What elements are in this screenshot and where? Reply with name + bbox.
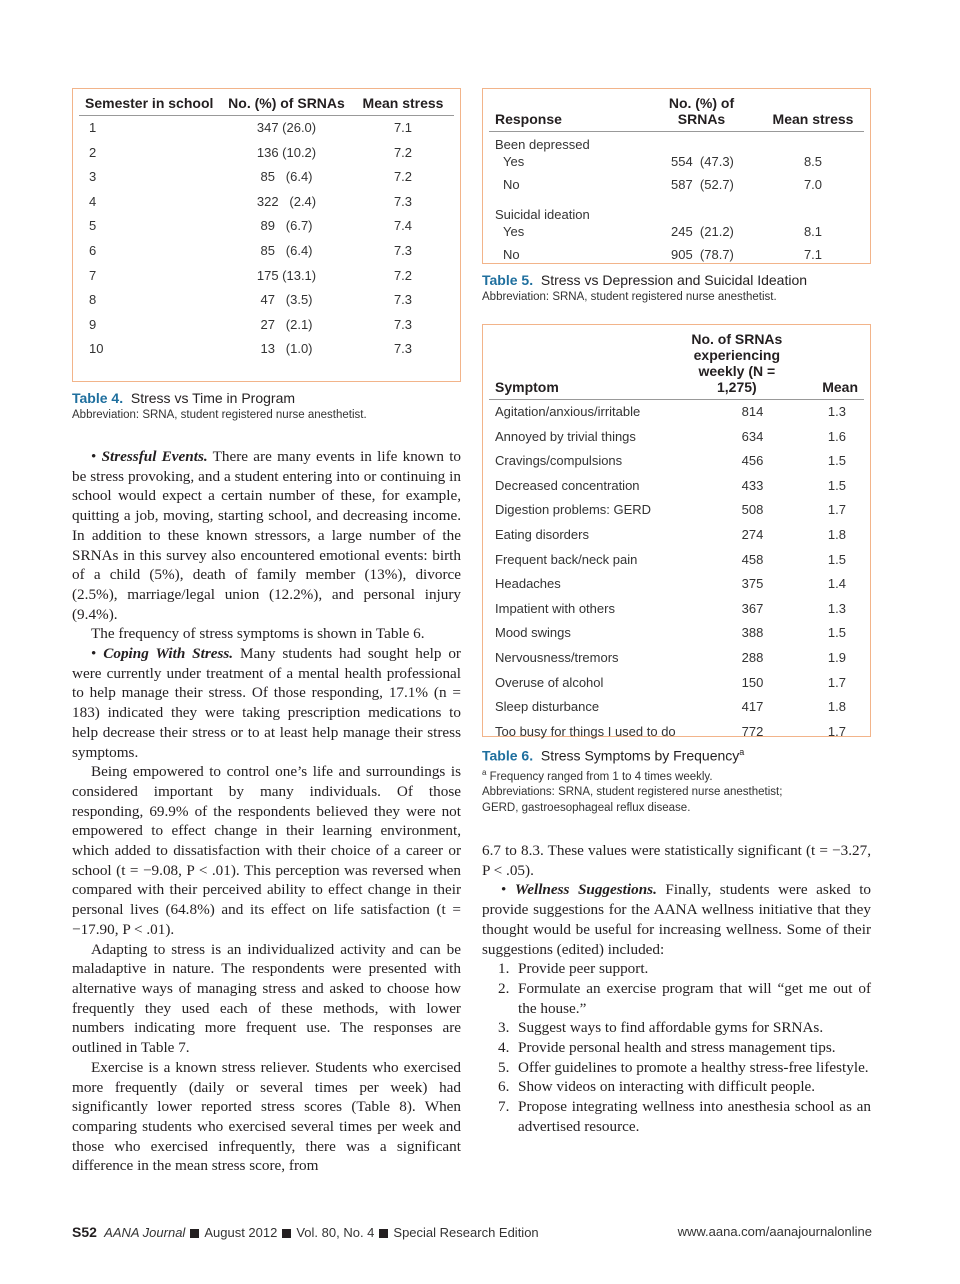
table-row xyxy=(79,141,454,166)
list-item xyxy=(482,959,871,979)
table-6-title: Stress Symptoms by Frequency xyxy=(540,747,740,764)
mean-stress-cell: 7.2 xyxy=(393,267,413,283)
table-5-caption xyxy=(482,271,882,305)
mean-stress-cell: 7.3 xyxy=(393,193,413,209)
suggestions-list xyxy=(482,959,871,1136)
symptom-cell: Impatient with others xyxy=(495,600,615,616)
table-5-header-mean: Mean stress xyxy=(772,111,854,127)
table-5-abbreviation: Abbreviation: SRNA, student registered nurse anesthetist. xyxy=(482,291,777,303)
table-6 xyxy=(482,324,871,737)
group-label-cell: Suicidal ideation xyxy=(495,207,590,222)
count-cell: 85 (6.4) xyxy=(260,242,313,258)
list-item-text: Formulate an exercise program that will “get me out of the house.” xyxy=(518,979,871,1017)
count-cell: 150 xyxy=(741,674,764,690)
table-row xyxy=(79,337,454,362)
table-row xyxy=(489,523,864,548)
symptom-cell: Decreased concentration xyxy=(495,477,640,493)
table-row xyxy=(79,313,454,338)
semester-cell: 2 xyxy=(89,144,97,160)
count-cell: 288 xyxy=(741,649,764,665)
table-row xyxy=(79,239,454,264)
list-item xyxy=(482,979,871,1018)
semester-cell: 7 xyxy=(89,267,97,283)
count-cell: 375 xyxy=(741,576,764,592)
mean-cell: 1.6 xyxy=(827,428,846,444)
mean-stress-cell: 7.2 xyxy=(393,169,413,185)
table-5 xyxy=(482,88,871,264)
list-item-number: 6. xyxy=(498,1078,510,1096)
table-6-header-count: No. of SRNAs experiencing weekly (N = 1,275) xyxy=(691,331,783,395)
count-cell: 27 (2.1) xyxy=(260,316,313,332)
count-cell: 433 xyxy=(741,477,764,493)
mean-stress-cell: 7.2 xyxy=(393,144,413,160)
list-item-number: 5. xyxy=(498,1058,510,1076)
wellness-body: Finally, students were asked to provide suggestions for the AANA wellness initiative that they thought would be useful for increasing wellness. Some of their suggestions (edited) included: xyxy=(482,881,872,958)
count-cell: 634 xyxy=(741,428,764,444)
semester-cell: 10 xyxy=(89,341,104,357)
list-item xyxy=(482,1058,871,1078)
count-cell: 458 xyxy=(741,551,764,567)
table-4-caption xyxy=(72,389,472,423)
table-row xyxy=(489,224,864,240)
stressful-events-body: There are many events in life known to be stress provoking, and a student entering into or continuing in school would expect a certain number of these, for example, quitting a job, moving, starting school, and decreasing income. In addition to these known stressors, a large number of the SRNAs in this survey also encountered emotional events: birth of a child (5%), death of family member (13%), divorce (2.5%), marriage/legal union (12.2%), and personal injury (9.4%). xyxy=(72,448,462,623)
mean-stress-cell: 8.1 xyxy=(803,224,823,239)
list-item xyxy=(482,1038,871,1058)
symptom-cell: Digestion problems: GERD xyxy=(495,502,652,518)
mean-cell: 1.5 xyxy=(827,625,846,641)
right-column-text xyxy=(482,841,871,1137)
table-group-row xyxy=(489,200,864,224)
paragraph-stressful-events xyxy=(72,447,461,624)
bullet: • xyxy=(91,645,97,663)
bullet: • xyxy=(501,881,507,899)
table-row xyxy=(489,695,864,720)
list-item-number: 3. xyxy=(498,1019,510,1037)
mean-cell: 1.3 xyxy=(827,404,846,419)
paragraph-empowerment: Being empowered to control one’s life and surroundings is considered important by many individuals. Of those responding, 69.9% of the respondents believed they were not empowered to effect change in their learning environment, which added to dissatisfaction with their choice of a career or school (t = −9.08, P < .01). This perception was reversed when compared with their perceived ability to effect change in their personal lives (64.8%) and its effect on life satisfaction (t = −17.90, P < .01). xyxy=(72,763,461,938)
list-item-number: 2. xyxy=(498,979,510,997)
mean-cell: 1.5 xyxy=(827,551,846,567)
table-row xyxy=(79,190,454,215)
mean-stress-cell: 7.3 xyxy=(393,341,413,357)
count-cell: 587 (52.7) xyxy=(671,177,734,192)
count-cell: 13 (1.0) xyxy=(260,341,313,357)
table-5-header-count: No. (%) of SRNAs xyxy=(668,95,735,127)
table-row xyxy=(489,240,864,270)
list-item-text: Provide personal health and stress management tips. xyxy=(518,1039,836,1057)
mean-stress-cell: 7.4 xyxy=(393,218,413,234)
paragraph-coping xyxy=(72,644,461,762)
count-cell: 417 xyxy=(741,699,764,715)
mean-cell: 1.5 xyxy=(827,477,846,493)
journal-name: AANA Journal xyxy=(104,1225,186,1240)
table-row xyxy=(79,214,454,239)
symptom-cell: Annoyed by trivial things xyxy=(495,428,636,444)
table-4-body xyxy=(79,116,454,362)
page-footer xyxy=(72,1224,872,1240)
bullet: • xyxy=(91,448,97,465)
paragraph-wellness xyxy=(482,880,871,959)
table-5-body xyxy=(489,132,864,271)
count-cell: 508 xyxy=(741,502,764,518)
symptom-cell: Nervousness/tremors xyxy=(495,649,619,665)
table-row xyxy=(79,116,454,141)
issue-volume: Vol. 80, No. 4 xyxy=(296,1225,375,1240)
table-row xyxy=(489,720,864,745)
count-cell: 274 xyxy=(741,526,764,542)
mean-cell: 1.3 xyxy=(827,600,846,616)
count-cell: 245 (21.2) xyxy=(671,224,734,239)
count-cell: 85 (6.4) xyxy=(260,169,313,185)
list-item-text: Offer guidelines to promote a healthy stress-free lifestyle. xyxy=(518,1058,869,1076)
mean-stress-cell: 7.0 xyxy=(803,177,823,192)
symptom-cell: Eating disorders xyxy=(495,526,589,542)
mean-cell: 1.7 xyxy=(827,723,846,739)
issue-edition: Special Research Edition xyxy=(393,1225,539,1240)
heading-coping-with-stress: Coping With Stress. xyxy=(103,645,234,663)
semester-cell: 1 xyxy=(89,120,97,135)
table-row xyxy=(79,264,454,289)
count-cell: 89 (6.7) xyxy=(260,218,313,234)
list-item xyxy=(482,1018,871,1038)
semester-cell: 8 xyxy=(89,292,97,308)
count-cell: 772 xyxy=(741,723,764,739)
left-column-text xyxy=(72,447,461,1176)
table-5-title: Stress vs Depression and Suicidal Ideation xyxy=(540,272,808,288)
symptom-cell: Overuse of alcohol xyxy=(495,674,604,690)
table-5-label: Table 5. xyxy=(482,272,534,288)
list-item-number: 4. xyxy=(498,1039,510,1057)
table-4-header-count: No. (%) of SRNAs xyxy=(228,95,345,111)
count-cell: 322 (2.4) xyxy=(256,193,317,209)
heading-wellness-suggestions: Wellness Suggestions. xyxy=(514,881,657,899)
count-cell: 136 (10.2) xyxy=(256,144,317,160)
mean-stress-cell: 7.1 xyxy=(393,120,413,135)
symptom-cell: Agitation/anxious/irritable xyxy=(495,404,641,419)
mean-cell: 1.7 xyxy=(827,674,846,690)
semester-cell: 4 xyxy=(89,193,97,209)
mean-cell: 1.8 xyxy=(827,526,846,542)
table-row xyxy=(489,572,864,597)
page-number: S52 xyxy=(72,1224,97,1240)
response-cell: No xyxy=(503,177,520,192)
count-cell: 905 (78.7) xyxy=(671,247,734,262)
symptom-cell: Mood swings xyxy=(495,625,571,641)
semester-cell: 3 xyxy=(89,169,97,185)
paragraph-table6-ref: The frequency of stress symptoms is shown in Table 6. xyxy=(91,625,425,643)
count-cell: 347 (26.0) xyxy=(256,120,317,135)
table-6-title-sup: a xyxy=(739,747,745,757)
count-cell: 554 (47.3) xyxy=(671,154,734,169)
table-6-label: Table 6. xyxy=(482,747,534,764)
separator-square xyxy=(379,1229,388,1238)
count-cell: 814 xyxy=(741,404,764,419)
table-row xyxy=(489,154,864,170)
table-4-header-semester: Semester in school xyxy=(85,95,214,111)
table-row xyxy=(79,165,454,190)
table-6-caption xyxy=(482,743,882,816)
mean-stress-cell: 7.3 xyxy=(393,316,413,332)
table-row xyxy=(489,170,864,200)
paragraph-exercise: Exercise is a known stress reliever. Students who exercised more frequently (daily or several times per week) had significantly lower reported stress scores (Table 8). When comparing students who exercised several times per week and those who exercised infrequently, there was a significant difference in the mean stress score, from xyxy=(72,1058,461,1175)
table-row xyxy=(79,288,454,313)
table-row xyxy=(489,548,864,573)
mean-cell: 1.4 xyxy=(827,576,846,592)
table-6-footnote: Frequency ranged from 1 to 4 times weekly. xyxy=(489,770,713,783)
paragraph-adapting: Adapting to stress is an individualized activity and can be maladaptive in nature. The respondents were presented with alternative ways of managing stress and asked to choose how frequently they used each of these methods, with lower numbers indicating more frequent use. The responses are outlined in Table 7. xyxy=(72,940,461,1057)
table-4 xyxy=(72,88,461,382)
symptom-cell: Cravings/compulsions xyxy=(495,453,623,469)
list-item-number: 7. xyxy=(498,1098,510,1116)
table-6-header-mean: Mean xyxy=(822,379,858,395)
separator-square xyxy=(190,1229,199,1238)
table-row xyxy=(489,646,864,671)
issue-date: August 2012 xyxy=(204,1225,278,1240)
table-6-header-symptom: Symptom xyxy=(495,379,559,395)
list-item-text: Provide peer support. xyxy=(518,960,649,978)
symptom-cell: Too busy for things I used to do xyxy=(495,723,676,739)
table-row xyxy=(489,621,864,646)
list-item-text: Show videos on interacting with difficult people. xyxy=(518,1078,816,1096)
list-item-number: 1. xyxy=(498,960,510,978)
table-4-abbreviation: Abbreviation: SRNA, student registered nurse anesthetist. xyxy=(72,409,367,421)
symptom-cell: Sleep disturbance xyxy=(495,699,600,715)
response-cell: Yes xyxy=(503,224,525,239)
table-row xyxy=(489,498,864,523)
table-row xyxy=(489,474,864,499)
separator-square xyxy=(282,1229,291,1238)
table-group-row xyxy=(489,132,864,155)
coping-body: Many students had sought help or were currently under treatment of a mental health professional to help manage their stress. Of those responding, 17.1% (n = 183) indicated they were taking prescription medications to help decrease their stress or to at least help manage their stress symptoms. xyxy=(72,645,461,761)
count-cell: 175 (13.1) xyxy=(256,267,317,283)
list-item xyxy=(482,1077,871,1097)
table-row xyxy=(489,671,864,696)
mean-cell: 1.7 xyxy=(827,502,846,518)
semester-cell: 5 xyxy=(89,218,97,234)
response-cell: No xyxy=(503,247,520,262)
group-label-cell: Been depressed xyxy=(495,137,590,152)
list-item-text: Suggest ways to find affordable gyms for SRNAs. xyxy=(518,1019,824,1037)
count-cell: 47 (3.5) xyxy=(260,292,313,308)
table-row xyxy=(489,597,864,622)
list-item xyxy=(482,1097,871,1136)
semester-cell: 9 xyxy=(89,316,97,332)
journal-url: www.aana.com/aanajournalonline xyxy=(677,1224,872,1239)
table-6-abbreviation-2: GERD, gastroesophageal reflux disease. xyxy=(482,802,691,815)
mean-cell: 1.8 xyxy=(827,699,846,715)
mean-cell: 1.9 xyxy=(827,649,846,665)
count-cell: 367 xyxy=(741,600,764,616)
symptom-cell: Headaches xyxy=(495,576,561,592)
table-4-header-mean: Mean stress xyxy=(362,95,444,111)
heading-stressful-events: Stressful Events. xyxy=(101,448,208,465)
symptom-cell: Frequent back/neck pain xyxy=(495,551,638,567)
table-row xyxy=(489,400,864,425)
table-6-abbreviation-1: Abbreviations: SRNA, student registered nurse anesthetist; xyxy=(482,786,783,799)
paragraph-significance: 6.7 to 8.3. These values were statistically significant (t = −3.27, P < .05). xyxy=(482,842,871,879)
mean-stress-cell: 8.5 xyxy=(803,154,823,169)
table-4-title: Stress vs Time in Program xyxy=(130,390,296,406)
count-cell: 388 xyxy=(741,625,764,641)
table-row xyxy=(489,449,864,474)
response-cell: Yes xyxy=(503,154,525,169)
count-cell: 456 xyxy=(741,453,764,469)
table-6-body xyxy=(489,400,864,745)
mean-stress-cell: 7.1 xyxy=(803,247,823,262)
list-item-text: Propose integrating wellness into anesthesia school as an advertised resource. xyxy=(518,1098,871,1135)
mean-stress-cell: 7.3 xyxy=(393,242,413,258)
mean-cell: 1.5 xyxy=(827,453,846,469)
table-4-label: Table 4. xyxy=(72,390,124,406)
table-row xyxy=(489,425,864,450)
mean-stress-cell: 7.3 xyxy=(393,292,413,308)
table-6-footnote-mark: a xyxy=(482,767,487,777)
semester-cell: 6 xyxy=(89,242,97,258)
table-5-header-response: Response xyxy=(495,111,562,127)
